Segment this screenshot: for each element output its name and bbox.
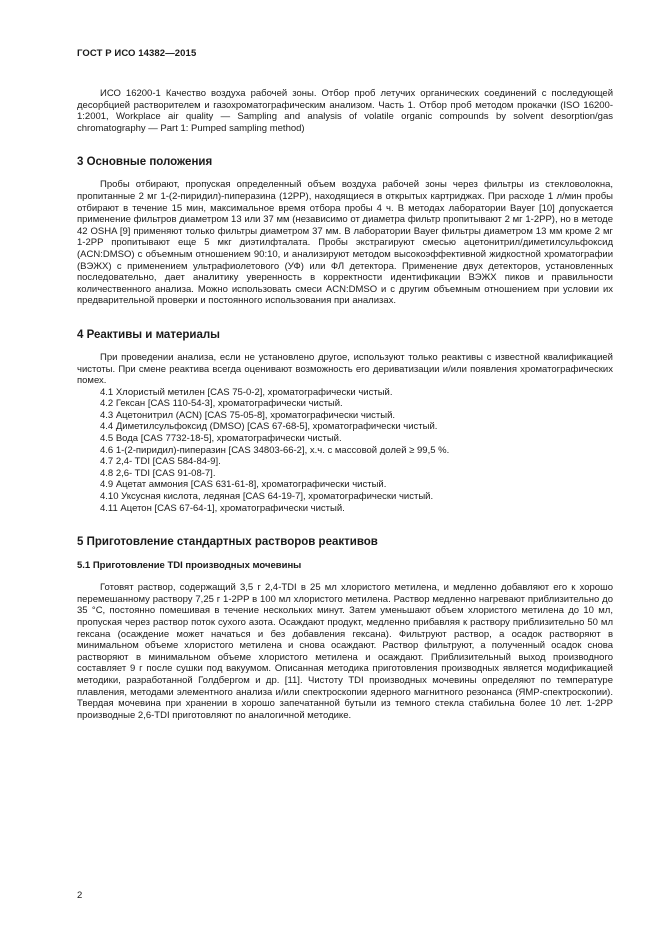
subsection-5-1-paragraph: Готовят раствор, содержащий 3,5 г 2,4-TDI в 25 мл хлористого метилена, и медленно добавляют его к хорошо перемешанному раствору 7,25 г 1-2PP в 100 мл хлористого метилена. Раствор медленно нагревают приблизительно до 35 °С, постоянно помешивая в течение нескольких минут. Затем уменьшают объем хлористого метилена до 10 мл, пропуская через раствор поток сухого азота. Осаждают продукт, медленно прибавляя к раствору приблизительно 50 мл гексана (осаждение может начаться и без добавления гексана). Фильтруют раствор, а осадок растворяют в минимальном объеме хлористого метилена и снова осаждают. Раствор фильтруют, а полученный осадок снова растворяют в минимальном объеме хлористого метилена и осаждают. Приблизительный выход производного составляет 9 г после сушки под вакуумом. Описанная методика приготовления производных является модификацией методики, разработанной Голдбергом и др. [11]. Чистоту TDI производных мочевины определяют по температуре плавления, методами элементного анализа и/или спектроскопии ядерного магнитного резонанса (ЯМР-спектроскопии). Твердая мочевина при хранении в хорошо запечатанной бутыли из темного стекла стабильна более 10 лет. 1-2PP производные 2,6-TDI приготовляют по аналогичной методике. <box>77 582 613 721</box>
reagent-item: 4.2 Гексан [CAS 110-54-3], хроматографически чистый. <box>100 398 343 410</box>
page-number: 2 <box>77 890 83 901</box>
reagent-item: 4.10 Уксусная кислота, ледяная [CAS 64-19-7], хроматографически чистый. <box>100 491 434 503</box>
subsection-5-1-heading: 5.1 Приготовление TDI производных мочевины <box>77 560 302 572</box>
section-3-heading: 3 Основные положения <box>77 156 213 169</box>
reagent-item: 4.6 1-(2-пиридил)-пиперазин [CAS 34803-66-2], х.ч. с массовой долей ≥ 99,5 %. <box>100 444 450 456</box>
section-4-paragraph: При проведении анализа, если не установлено другое, используют только реактивы с известной квалификацией чистоты. При смене реактива всегда оценивают возможность его дериватизации и/или появления хроматографических помех. <box>77 351 613 387</box>
reagent-item: 4.9 Ацетат аммония [CAS 631-61-8], хроматографически чистый. <box>100 479 387 491</box>
reagent-item: 4.3 Ацетонитрил (ACN) [CAS 75-05-8], хроматографически чистый. <box>100 409 396 421</box>
section-4-heading: 4 Реактивы и материалы <box>77 328 220 341</box>
reagent-item: 4.1 Хлористый метилен [CAS 75-0-2], хроматографически чистый. <box>100 386 393 398</box>
section-5-heading: 5 Приготовление стандартных растворов реактивов <box>77 536 378 549</box>
page-content <box>77 88 613 721</box>
standard-header: ГОСТ Р ИСО 14382—2015 <box>77 48 197 59</box>
reagent-list <box>77 387 613 515</box>
reagent-item: 4.4 Диметилсульфоксид (DMSO) [CAS 67-68-5], хроматографически чистый. <box>100 421 438 433</box>
reagent-item: 4.11 Ацетон [CAS 67-64-1], хроматографически чистый. <box>100 502 345 514</box>
reagent-item: 4.8 2,6- TDI [CAS 91-08-7]. <box>100 467 216 479</box>
reagent-item: 4.5 Вода [CAS 7732-18-5], хроматографически чистый. <box>100 433 342 445</box>
reagent-item: 4.7 2,4- TDI [CAS 584-84-9]. <box>100 456 221 468</box>
section-3-paragraph: Пробы отбирают, пропуская определенный объем воздуха рабочей зоны через фильтры из стекловолокна, пропитанные 2 мг 1-(2-пиридил)-пиперазина (12PP), находящиеся в открытых картриджах. При расходе 1 л/мин пробы отбирают в течение 15 мин, максимальное время отбора пробы 4 ч. В методах лаборатории Bayer [10] допускается применение фильтров диаметром 13 или 37 мм (независимо от диаметра фильтр пропитывают 2 мг 1-2PP), но в методе 42 OSHA [9] применяют только фильтры диаметром 37 мм. В лаборатории Bayer фильтры диаметром 13 мм кроме 2 мг 1-2PP пропитывают еще 5 мкг диэтилфталата. Пробы экстрагируют смесью ацетонитрил/диметилсульфоксид (ACN:DMSO) с объемным отношением 90:10, и анализируют методом высокоэффективной жидкостной хроматографии (ВЭЖХ) с применением ультрафиолетового (УФ) или ФЛ детектора. Применение двух детекторов, установленных последовательно, дает аналитику уверенность в корректности идентификации ВЭЖХ пиков и правильности количественного анализа. Можно использовать смеси ACN:DMSO и с другим объемным отношением при условии их предварительной проверки и постоянного использования при анализах. <box>77 179 613 307</box>
normative-reference: ИСО 16200-1 Качество воздуха рабочей зоны. Отбор проб летучих органических соединений с последующей десорбцией растворителем и газохроматографическим анализом. Часть 1. Отбор проб методом прокачки (ISO 16200-1:2001, Workplace air quality — Sampling and analysis of volatile organic compounds by solvent desorption/gas chromatography — Part 1: Pumped sampling method) <box>77 88 613 134</box>
